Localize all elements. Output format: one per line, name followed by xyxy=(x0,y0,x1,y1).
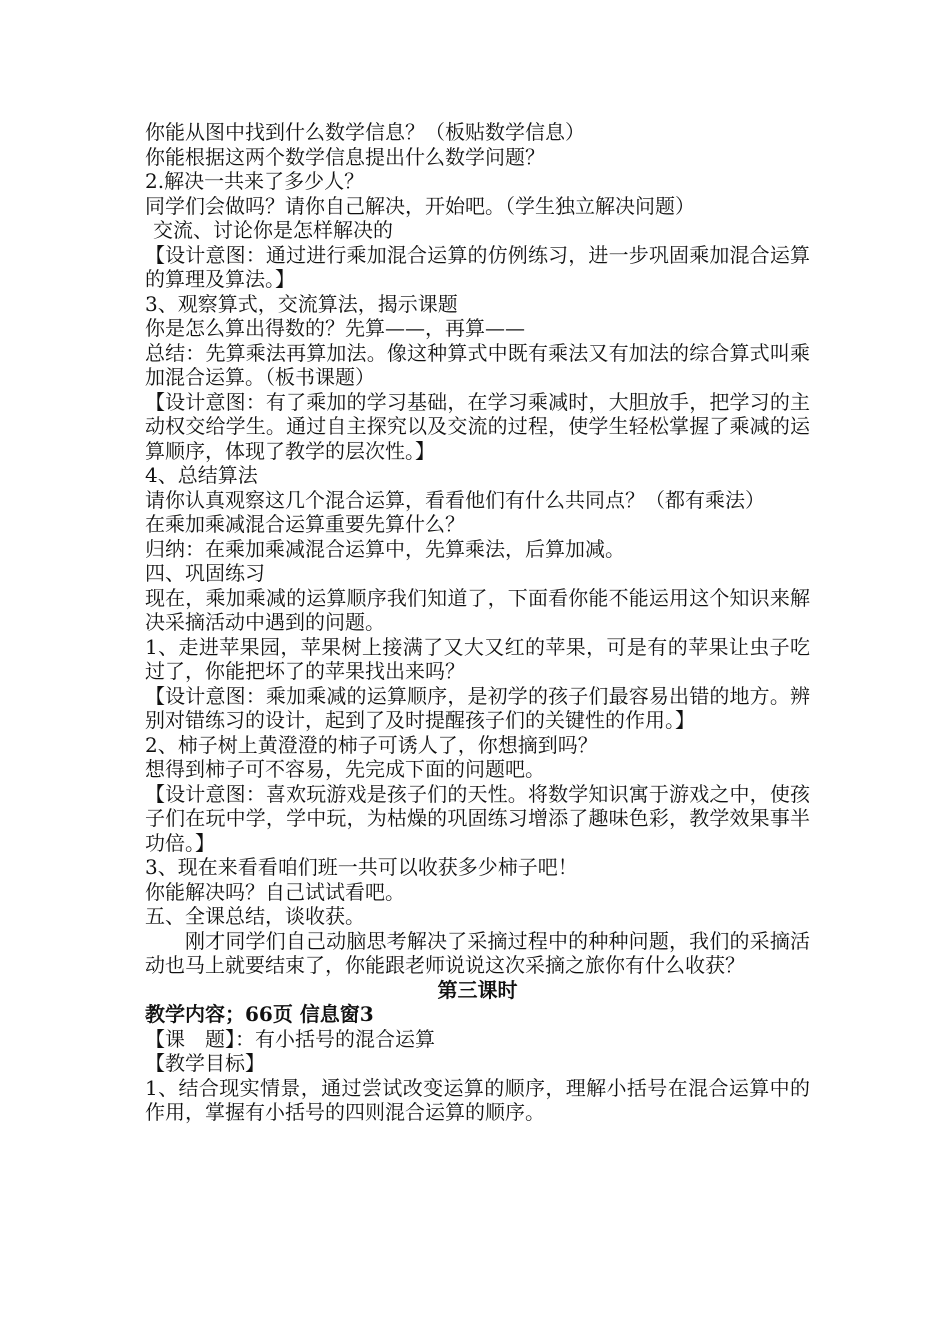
paragraph: 总结：先算乘法再算加法。像这种算式中既有乘法又有加法的综合算式叫乘加混合运算。（板书课题） xyxy=(145,340,810,389)
design-intent-note: 【设计意图：乘加乘减的运算顺序，是初学的孩子们最容易出错的地方。辨别对错练习的设计，起到了及时提醒孩子们的关键性的作用。】 xyxy=(145,683,810,732)
lesson-section-title: 第三课时 xyxy=(437,977,518,1002)
section-heading: 五、全课总结，谈收获。 xyxy=(145,904,365,928)
paragraph: 归纳：在乘加乘减混合运算中，先算乘法，后算加减。 xyxy=(145,536,625,561)
goal-item: 1、结合现实情景，通过尝试改变运算的顺序，理解小括号在混合运算中的作用，掌握有小括号的四则混合运算的顺序。 xyxy=(145,1075,810,1124)
paragraph: 3、观察算式，交流算法，揭示课题 xyxy=(145,291,458,316)
section-heading: 四、巩固练习 xyxy=(145,561,265,585)
paragraph: 现在，乘加乘减的运算顺序我们知道了，下面看你能不能运用这个知识来解决采摘活动中遇到的问题。 xyxy=(145,585,810,634)
topic-line: 【课 题】：有小括号的混合运算 xyxy=(145,1026,435,1051)
paragraph: 想得到柿子可不容易，先完成下面的问题吧。 xyxy=(145,757,545,781)
content-heading: 教学内容；66页 信息窗3 xyxy=(145,1002,374,1026)
document-page xyxy=(145,120,810,1125)
design-intent-note: 【设计意图：有了乘加的学习基础，在学习乘减时，大胆放手，把学习的主动权交给学生。通过自主探究以及交流的过程，使学生轻松掌握了乘减的运算顺序，体现了教学的层次性。】 xyxy=(145,389,810,463)
paragraph: 同学们会做吗？请你自己解决，开始吧。（学生独立解决问题） xyxy=(145,193,695,218)
paragraph: 你能根据这两个数学信息提出什么数学问题？ xyxy=(145,144,545,169)
design-intent-note: 【设计意图：通过进行乘加混合运算的仿例练习，进一步巩固乘加混合运算的算理及算法。】 xyxy=(145,242,810,291)
paragraph: 你能从图中找到什么数学信息？（板贴数学信息） xyxy=(145,120,585,144)
paragraph: 你是怎么算出得数的？先算——，再算—— xyxy=(145,316,525,340)
paragraph: 请你认真观察这几个混合运算，看看他们有什么共同点？（都有乘法） xyxy=(145,487,765,512)
paragraph: 交流、讨论你是怎样解决的 xyxy=(153,218,393,242)
paragraph: 2、柿子树上黄澄澄的柿子可诱人了，你想摘到吗？ xyxy=(145,732,598,757)
paragraph: 1、走进苹果园，苹果树上接满了又大又红的苹果，可是有的苹果让虫子吃过了，你能把坏了的苹果找出来吗？ xyxy=(145,634,810,683)
paragraph: 3、现在来看看咱们班一共可以收获多少柿子吧！ xyxy=(145,855,578,879)
paragraph: 在乘加乘减混合运算重要先算什么？ xyxy=(145,512,465,536)
paragraph: 2.解决一共来了多少人？ xyxy=(145,169,365,193)
design-intent-note: 【设计意图：喜欢玩游戏是孩子们的天性。将数学知识寓于游戏之中，使孩子们在玩中学，学中玩，为枯燥的巩固练习增添了趣味色彩，教学效果事半功倍。】 xyxy=(145,781,810,855)
goals-label: 【教学目标】 xyxy=(145,1051,265,1075)
paragraph: 你能解决吗？自己试试看吧。 xyxy=(145,879,405,904)
paragraph: 4、总结算法 xyxy=(145,463,258,487)
paragraph: 刚才同学们自己动脑思考解决了采摘过程中的种种问题，我们的采摘活动也马上就要结束了，你能跟老师说说这次采摘之旅你有什么收获？ xyxy=(145,928,810,977)
